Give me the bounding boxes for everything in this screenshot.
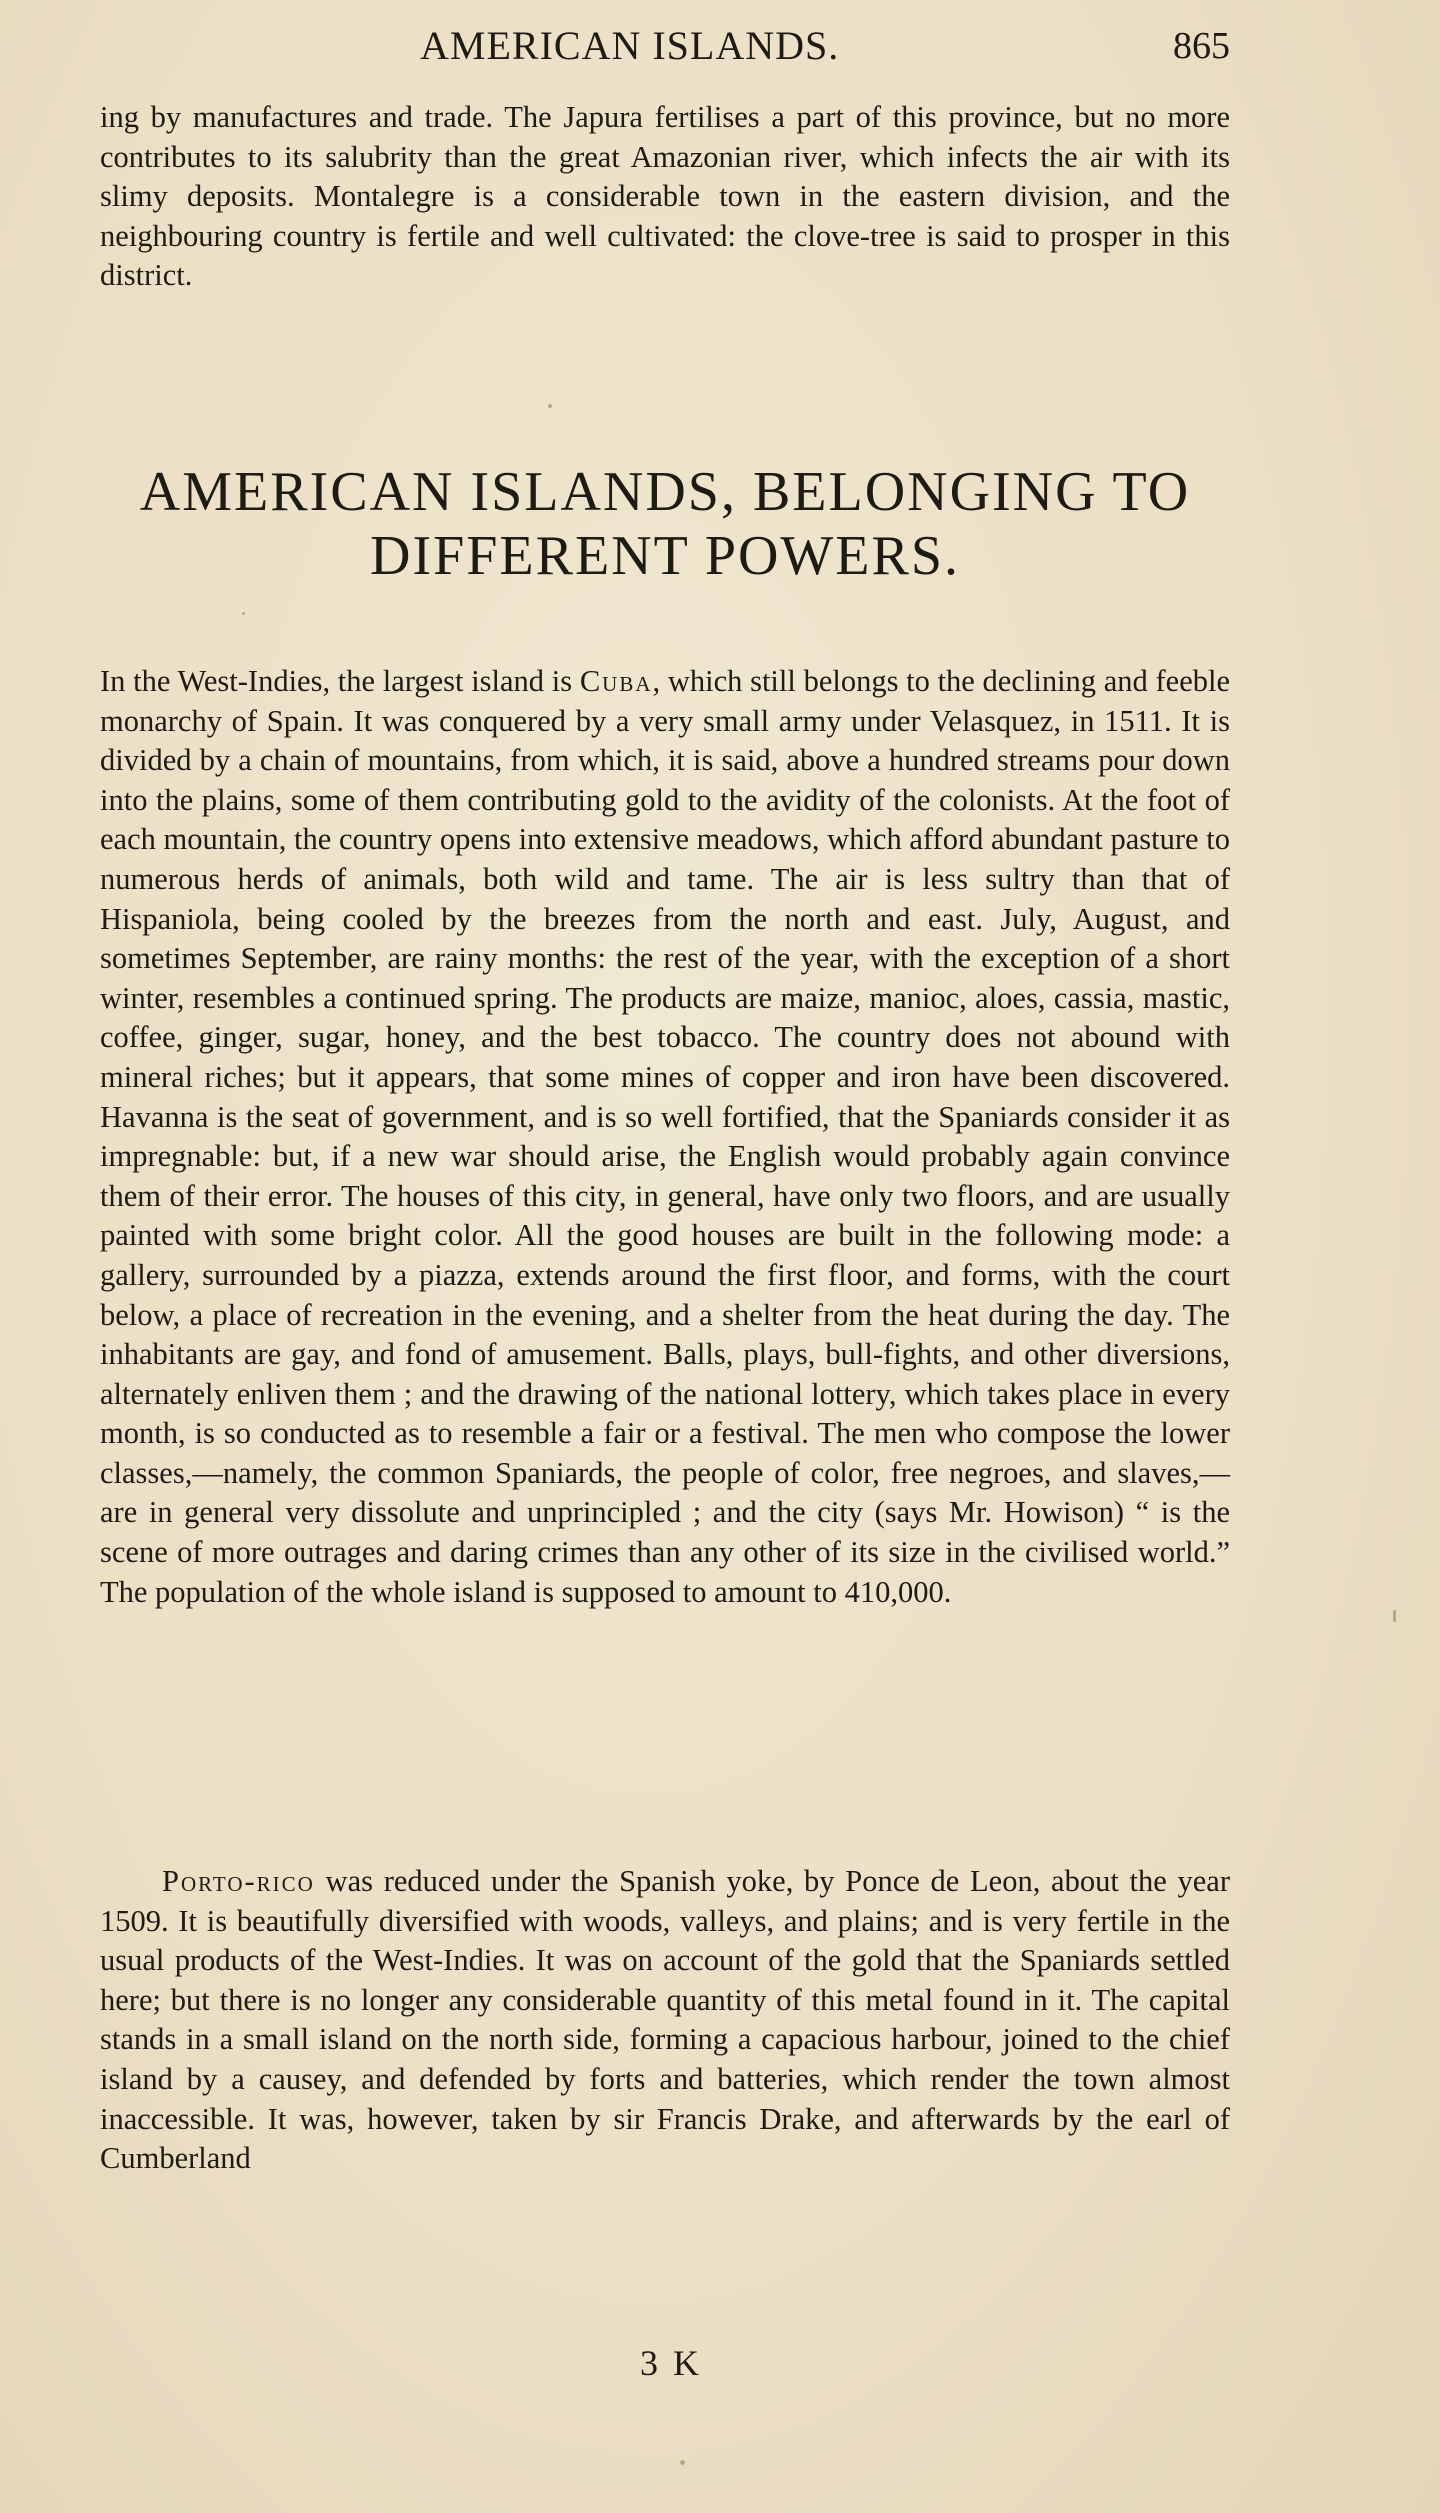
section-title: AMERICAN ISLANDS, BELONGING TO DIFFERENT POWERS. [139,461,1191,587]
paragraph-continuation: ing by manufactures and trade. The Japura fertilises a part of this province, but no more contributes to its salubrity than the great Amazonian river, which infects the air with its slimy deposits. Montalegre is a considerable town in the eastern division, and the neighbouring country is fertile and well cultivated: the clove-tree is said to prosper in this district. [100,100,1230,293]
running-head [100,22,1230,72]
paragraph-cuba-lead: In the West-Indies, the largest island is [100,664,580,698]
paragraph-porto-rico-body: was reduced under the Spanish yoke, by Ponce de Leon, about the year 1509. It is beautifully diversified with woods, valleys, and plains; and is very fertile in the usual products of the West-Indies. It was on account of the gold that the Spaniards settled here; but there is no longer any considerable quantity of this metal found in it. The capital stands in a small island on the north side, forming a capacious harbour, joined to the chief island by a causey, and defended by forts and batteries, which render the town almost inaccessible. It was, however, taken by sir Francis Drake, and afterwards by the earl of Cumberland [100,1864,1230,2176]
paragraph-cuba-body: , which still belongs to the declining and feeble monarchy of Spain. It was conquered by a very small army under Velasquez, in 1511. It is divided by a chain of mountains, from which, it is said, above a hundred streams pour down into the plains, some of them contributing gold to the avidity of the colonists. At the foot of each mountain, the country opens into extensive meadows, which afford abundant pasture to numerous herds of animals, both wild and tame. The air is less sultry than that of Hispaniola, being cooled by the breezes from the north and east. July, August, and sometimes September, are rainy months: the rest of the year, with the exception of a short winter, resembles a continued spring. The products are maize, manioc, aloes, cassia, mastic, coffee, ginger, sugar, honey, and the best tobacco. The country does not abound with mineral riches; but it appears, that some mines of copper and iron have been discovered. Havanna is the seat of government, and is so well fortified, that the Spaniards consider it as impregnable: but, if a new war should arise, the English would probably again convince them of their error. The houses of this city, in general, have only two floors, and are usually painted with some bright color. All the good houses are built in the following mode: a gallery, surrounded by a piazza, extends around the first floor, and forms, with the court below, a place of recreation in the evening, and a shelter from the heat during the day. The inhabitants are gay, and fond of amusement. Balls, plays, bull-fights, and other diversions, alternately enliven them ; and the drawing of the national lottery, which takes place in every month, is so conducted as to resemble a fair or a festival. The men who compose the lower classes,—namely, the common Spaniards, the people of color, free negroes, and slaves,—are in general very dissolute and unprincipled ; and the city (says Mr. Howison) “ is the scene of more outrages and daring crimes than any other of its size in the civilised world.” The population of the whole island is supposed to amount to 410,000. [100,664,1230,1609]
term-porto-rico: Porto-rico [162,1864,315,1898]
page-number: 865 [1173,25,1230,67]
paper-speck [680,2460,685,2465]
running-title: AMERICAN ISLANDS. [420,23,840,68]
paper-speck [548,404,552,408]
signature-mark: 3 K [640,2343,702,2383]
paragraph-cuba [100,662,1230,1612]
paragraph-porto-rico [100,1862,1230,2179]
term-cuba: Cuba [579,664,653,698]
paper-speck [242,612,245,615]
paper-speck [1393,1610,1396,1622]
